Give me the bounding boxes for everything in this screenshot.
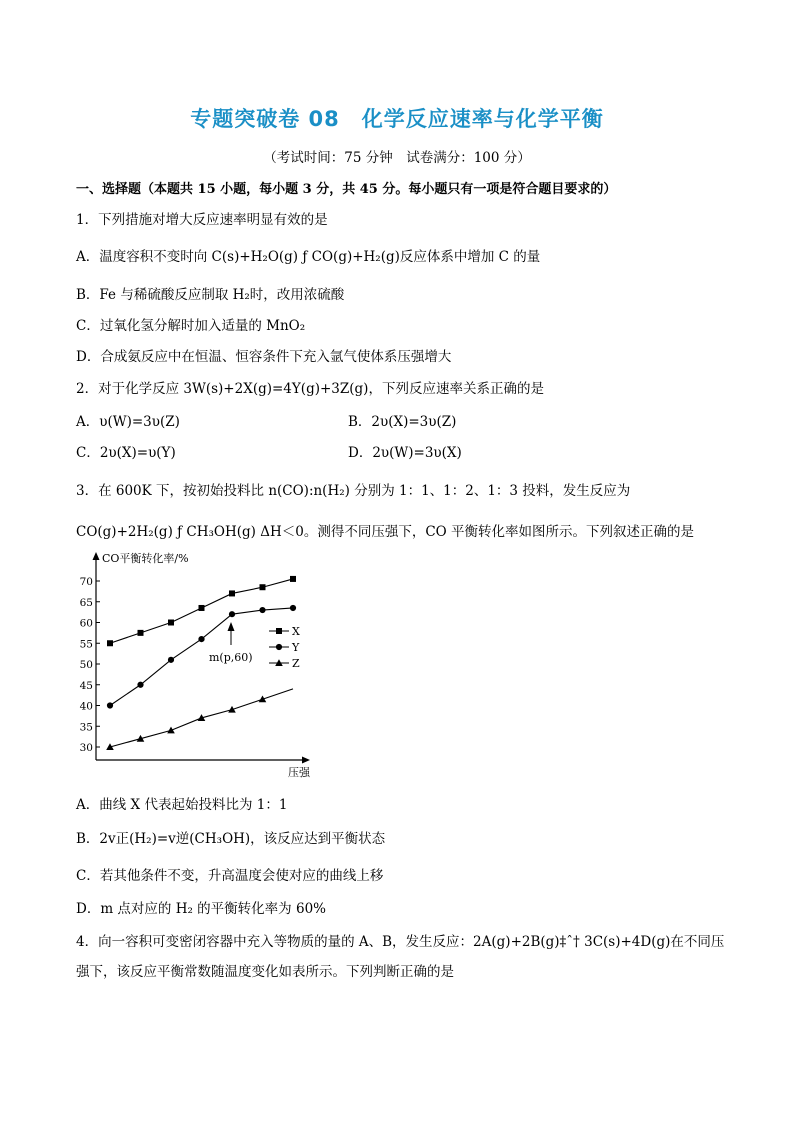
series-x-point-0 [107, 640, 113, 646]
q4-stem-line2: 强下，该反应平衡常数随温度变化如表所示。下列判断正确的是 [76, 964, 454, 980]
m-point-arrowhead [228, 622, 235, 631]
legend-x-label: X [292, 625, 300, 638]
series-x-point-2 [168, 620, 174, 626]
y-tick-label: 65 [79, 596, 93, 609]
q3-option-a: A．曲线 X 代表起始投料比为 1：1 [76, 797, 288, 813]
series-y-point-legend [276, 644, 282, 650]
q1-option-d: D．合成氨反应中在恒温、恒容条件下充入氩气使体系压强增大 [76, 349, 452, 365]
q3-option-b: B．2v正(H₂)=v逆(CH₃OH)，该反应达到平衡状态 [76, 831, 386, 847]
series-z-point-2 [167, 727, 175, 734]
series-x-point-6 [290, 576, 296, 582]
section-heading: 一、选择题（本题共 15 小题，每小题 3 分，共 45 分。每小题只有一项是符合题目要求的） [76, 182, 617, 197]
exam-info: （考试时间：75 分钟 试卷满分：100 分） [263, 150, 531, 166]
q1-option-a: A．温度容积不变时向 C(s)+H₂O(g) ƒ CO(g)+H₂(g)反应体系中增加 C 的量 [76, 249, 541, 265]
y-tick-label: 40 [79, 700, 93, 713]
legend-y-label: Y [292, 641, 300, 654]
series-x-point-4 [229, 590, 235, 596]
series-y-point-3 [198, 636, 204, 642]
x-axis-label: 压强 [288, 766, 310, 779]
q3-option-d: D．m 点对应的 H₂ 的平衡转化率为 60% [76, 901, 326, 917]
y-tick-label: 45 [79, 679, 93, 692]
series-x-point-5 [260, 584, 266, 590]
series-y-point-4 [229, 611, 235, 617]
series-x-point-legend [276, 628, 282, 634]
y-axis-arrow [93, 552, 100, 560]
legend-z-label: Z [292, 657, 300, 670]
q2-option-d: D．2υ(W)=3υ(X) [348, 445, 462, 461]
y-axis-label: CO平衡转化率/% [102, 552, 189, 565]
page-title: 专题突破卷 08 化学反应速率与化学平衡 [190, 107, 604, 131]
q2-option-a: A．υ(W)=3υ(Z) [76, 414, 180, 430]
q1-option-c: C．过氧化氢分解时加入适量的 MnO₂ [76, 318, 306, 334]
q1-option-b: B．Fe 与稀硫酸反应制取 H₂时，改用浓硫酸 [76, 287, 345, 303]
q2-option-b: B．2υ(X)=3υ(Z) [348, 414, 457, 430]
series-y-line [110, 608, 293, 706]
y-tick-label: 30 [79, 742, 93, 754]
y-tick-label: 70 [79, 576, 93, 588]
series-y-point-5 [259, 607, 265, 613]
q4-stem-line1: 4．向一容积可变密闭容器中充入等物质的量的 A、B，发生反应：2A(g)+2B(g)‡ˆ† 3C(s)+4D(g)在不同压 [76, 934, 725, 950]
y-tick-label: 60 [79, 617, 93, 630]
x-axis-arrow [302, 757, 310, 764]
series-x-point-1 [138, 630, 144, 636]
series-y-point-1 [137, 682, 143, 688]
q2-option-c: C．2υ(X)=υ(Y) [76, 445, 176, 461]
q2-stem: 2．对于化学反应 3W(s)+2X(g)=4Y(g)+3Z(g)，下列反应速率关系正确的是 [76, 381, 544, 397]
q3-option-c: C．若其他条件不变，升高温度会使对应的曲线上移 [76, 868, 384, 884]
series-y-point-0 [107, 702, 113, 708]
series-x-point-3 [199, 605, 205, 611]
q3-stem-line2: CO(g)+2H₂(g) ƒ CH₃OH(g) ΔH＜0。测得不同压强下，CO 平衡转化率如图所示。下列叙述正确的是 [76, 524, 695, 540]
q3-stem-line1: 3．在 600K 下，按初始投料比 n(CO):n(H₂) 分别为 1：1、1：2、1：3 投料，发生反应为 [76, 483, 631, 499]
series-y-point-2 [168, 657, 174, 663]
y-tick-label: 35 [79, 721, 93, 734]
q1-stem: 1．下列措施对增大反应速率明显有效的是 [76, 212, 328, 228]
m-point-label: m(p,60) [209, 651, 253, 664]
series-x-line [110, 579, 293, 643]
y-tick-label: 50 [79, 659, 93, 671]
y-tick-label: 55 [79, 638, 93, 651]
co-conversion-chart [76, 548, 336, 788]
series-y-point-6 [290, 605, 296, 611]
